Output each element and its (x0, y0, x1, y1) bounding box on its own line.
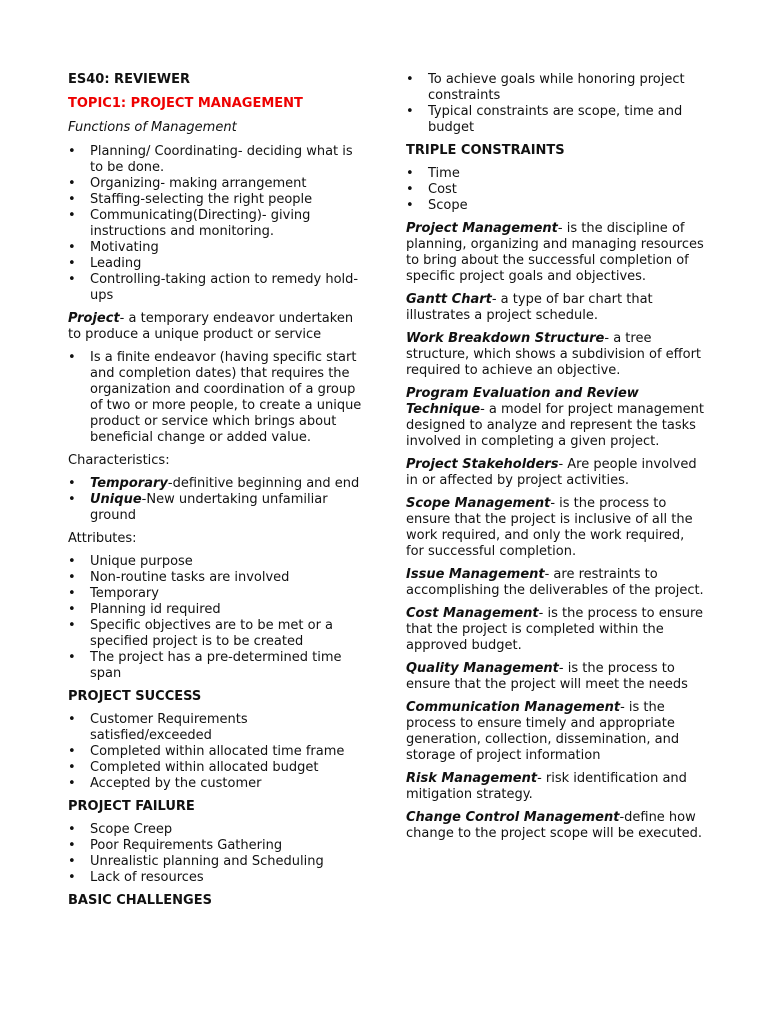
definition-text: - is the process to ensure that the project will meet the needs (406, 661, 688, 692)
list-item: • Scope Creep (90, 822, 368, 838)
attributes-heading: Attributes: (68, 531, 137, 546)
definition (406, 221, 706, 285)
list-item: • Accepted by the customer (90, 776, 368, 792)
definition-text: - Are people involved in or affected by project activities. (406, 457, 697, 488)
definition-term: Cost Management (406, 606, 539, 621)
list-item: • Planning/ Coordinating- deciding what is to be done. (90, 144, 368, 176)
definition-text: - risk identification and mitigation strategy. (406, 771, 687, 802)
list-item: • Unique purpose (90, 554, 368, 570)
list-item: • Time (428, 166, 706, 182)
attributes-list (68, 554, 368, 682)
list-item: • Typical constraints are scope, time and budget (428, 104, 706, 136)
failure-list (68, 822, 368, 886)
characteristics-list (68, 476, 368, 524)
definition-text: - a tree structure, which shows a subdivision of effort required to achieve an objective. (406, 331, 702, 378)
list-item: • Cost (428, 182, 706, 198)
list-item: • Staffing-selecting the right people (90, 192, 368, 208)
definition-term: Program Evaluation and Review Technique (406, 386, 639, 417)
document-title: ES40: REVIEWER (68, 72, 190, 87)
list-item: • Is a finite endeavor (having specific start and completion dates) that requires the organization and coordination of a group of two or more people, to create a unique product or service which brings about beneficial change or added value. (90, 350, 368, 446)
definition (406, 606, 706, 654)
definition-term: Temporary (90, 476, 168, 491)
list-item: • Scope (428, 198, 706, 214)
definition (406, 496, 706, 560)
definition-text: - a type of bar chart that illustrates a project schedule. (406, 292, 653, 323)
list-item: • Controlling-taking action to remedy hold-ups (90, 272, 368, 304)
definition-term: Change Control Management (406, 810, 620, 825)
functions-list (68, 144, 368, 304)
definition-term: Unique (90, 492, 142, 507)
definition (406, 700, 706, 764)
definition-text: - is the process to ensure that the project is inclusive of all the work required, and only the work required, for successful completion. (406, 496, 693, 559)
definition-text: - are restraints to accomplishing the deliverables of the project. (406, 567, 704, 598)
definition-text: - a temporary endeavor undertaken to produce a unique product or service (68, 311, 354, 342)
definition (406, 331, 706, 379)
definition-term: Project Management (406, 221, 558, 236)
list-item: • Communicating(Directing)- giving instructions and monitoring. (90, 208, 368, 240)
definition-text: - is the discipline of planning, organizing and managing resources to bring about the successful completion of specific project goals and objectives. (406, 221, 704, 284)
definition-text: - is the process to ensure timely and appropriate generation, collection, dissemination, and storage of project information (406, 700, 680, 763)
definition-text: -New undertaking unfamiliar ground (90, 492, 328, 523)
topic-heading: TOPIC1: PROJECT MANAGEMENT (68, 96, 303, 111)
definition-term: Project Stakeholders (406, 457, 559, 472)
list-item (90, 476, 368, 492)
list-item: • Organizing- making arrangement (90, 176, 368, 192)
project-failure-heading: PROJECT FAILURE (68, 799, 195, 814)
characteristics-heading: Characteristics: (68, 453, 170, 468)
definition (406, 567, 706, 599)
project-bullets (68, 350, 368, 446)
list-item: • Temporary (90, 586, 368, 602)
list-item: • Unrealistic planning and Scheduling (90, 854, 368, 870)
list-item: • Lack of resources (90, 870, 368, 886)
functions-heading: Functions of Management (68, 120, 237, 135)
project-definition (68, 311, 368, 343)
definition-term: Issue Management (406, 567, 545, 582)
project-success-heading: PROJECT SUCCESS (68, 689, 202, 704)
success-list (68, 712, 368, 792)
basic-challenges-heading: BASIC CHALLENGES (68, 893, 212, 908)
definition (406, 771, 706, 803)
definition-term: Gantt Chart (406, 292, 492, 307)
definition-term: Risk Management (406, 771, 538, 786)
definition-text: - a model for project management designed to analyze and represent the tasks involved in completing a given project. (406, 402, 704, 449)
definition-term: Quality Management (406, 661, 559, 676)
definition-text: - is the process to ensure that the project is completed within the approved budget. (406, 606, 704, 653)
challenges-list (406, 72, 706, 136)
left-column (68, 72, 368, 916)
list-item: • Specific objectives are to be met or a specified project is to be created (90, 618, 368, 650)
list-item: • The project has a pre-determined time span (90, 650, 368, 682)
list-item: • Non-routine tasks are involved (90, 570, 368, 586)
definition (406, 292, 706, 324)
list-item: • Customer Requirements satisfied/exceeded (90, 712, 368, 744)
definition (406, 457, 706, 489)
definition-term: Scope Management (406, 496, 551, 511)
definition (406, 386, 706, 450)
list-item: • Completed within allocated time frame (90, 744, 368, 760)
definition (406, 661, 706, 693)
definition-term: Project (68, 311, 120, 326)
definition-term: Communication Management (406, 700, 621, 715)
definition (406, 810, 706, 842)
list-item: • To achieve goals while honoring project constraints (428, 72, 706, 104)
list-item: • Planning id required (90, 602, 368, 618)
right-column (406, 72, 706, 849)
list-item: • Motivating (90, 240, 368, 256)
definition-term: Work Breakdown Structure (406, 331, 605, 346)
list-item: • Poor Requirements Gathering (90, 838, 368, 854)
list-item: • Completed within allocated budget (90, 760, 368, 776)
definition-text: -define how change to the project scope will be executed. (406, 810, 703, 841)
triple-constraints-list (406, 166, 706, 214)
definition-text: -definitive beginning and end (167, 476, 360, 491)
list-item (90, 492, 368, 524)
triple-constraints-heading: TRIPLE CONSTRAINTS (406, 143, 565, 158)
list-item: • Leading (90, 256, 368, 272)
